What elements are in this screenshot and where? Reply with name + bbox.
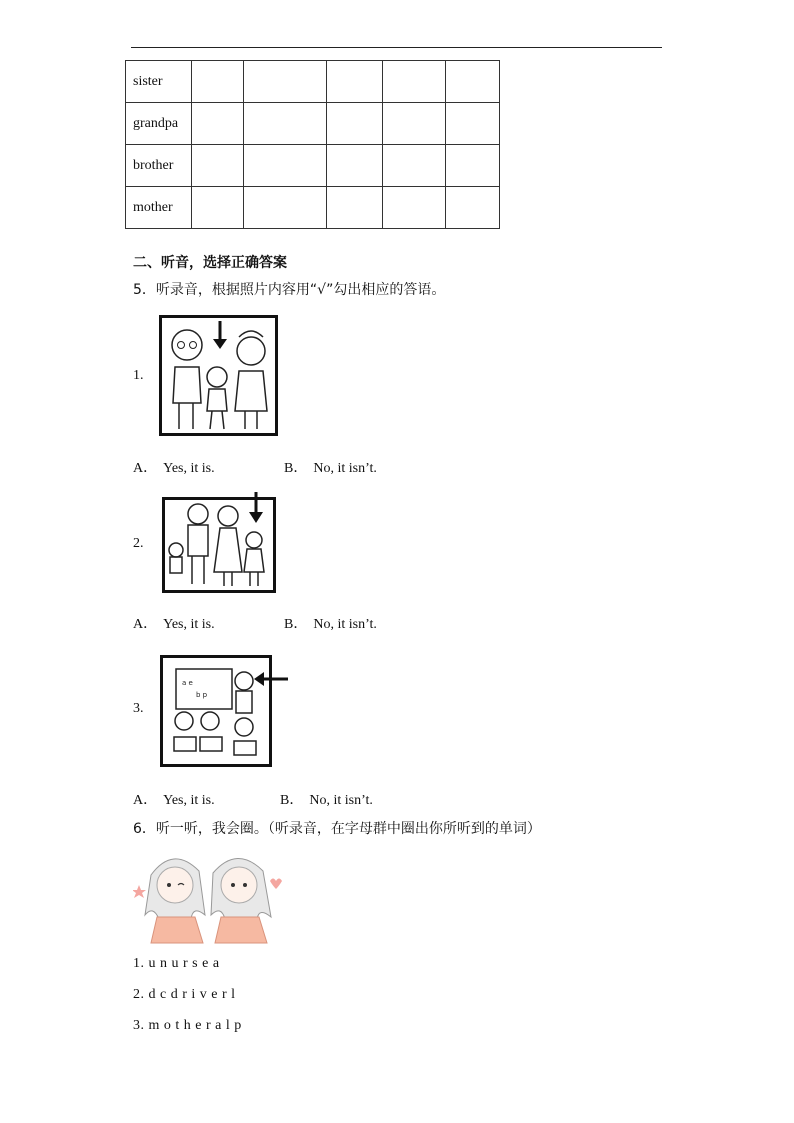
header-rule <box>131 47 662 48</box>
answer-cell <box>446 145 500 187</box>
table-row <box>126 187 500 229</box>
answer-options <box>284 457 383 477</box>
option-b[interactable]: No, it isn’t. <box>309 793 373 808</box>
option-a[interactable]: Yes, it is. <box>163 793 215 808</box>
classroom-photo-3 <box>160 655 290 768</box>
table-row <box>126 103 500 145</box>
family-photo-1 <box>159 315 278 436</box>
option-a-letter: A． <box>133 461 158 476</box>
svg-text:a e: a e <box>182 679 193 687</box>
answer-cell <box>244 145 327 187</box>
answer-options <box>133 789 221 809</box>
family-table <box>125 60 500 229</box>
answer-cell <box>244 187 327 229</box>
answer-cell <box>383 103 446 145</box>
answer-cell <box>446 187 500 229</box>
svg-text:b p: b p <box>196 691 208 699</box>
answer-options <box>284 613 383 633</box>
option-a[interactable]: Yes, it is. <box>163 461 215 476</box>
answer-options <box>280 789 379 809</box>
question-5-prompt: 5．听录音，根据照片内容用“√”勾出相应的答语。 <box>133 282 446 298</box>
option-b-letter: B． <box>284 461 308 476</box>
answer-options <box>133 457 221 477</box>
section-heading: 二、听音，选择正确答案 <box>133 255 287 271</box>
answer-cell <box>244 103 327 145</box>
letter-group: 3. m o t h e r a l p <box>133 1018 242 1033</box>
table-row <box>126 145 500 187</box>
answer-cell <box>192 187 244 229</box>
answer-cell <box>192 103 244 145</box>
option-a-letter: A． <box>133 617 158 632</box>
answer-options <box>133 613 221 633</box>
row-label: grandpa <box>126 103 192 145</box>
answer-cell <box>327 145 383 187</box>
option-b-letter: B． <box>284 617 308 632</box>
item-number: 3. <box>133 701 144 716</box>
option-a-letter: A． <box>133 793 158 808</box>
item-number: 1. <box>133 368 144 383</box>
answer-cell <box>383 145 446 187</box>
row-label: sister <box>126 61 192 103</box>
letter-group: 2. d c d r i v e r l <box>133 987 236 1002</box>
question-6-prompt: 6．听一听，我会圈。（听录音，在字母群中圈出你所听到的单词） <box>133 821 541 837</box>
answer-cell <box>327 103 383 145</box>
answer-cell <box>383 61 446 103</box>
table-row <box>126 61 500 103</box>
answer-cell <box>383 187 446 229</box>
option-b[interactable]: No, it isn’t. <box>313 461 377 476</box>
item-number: 2. <box>133 536 144 551</box>
two-girls-illustration <box>133 845 283 945</box>
answer-cell <box>446 103 500 145</box>
answer-cell <box>192 61 244 103</box>
option-b-letter: B． <box>280 793 304 808</box>
answer-cell <box>244 61 327 103</box>
option-a[interactable]: Yes, it is. <box>163 617 215 632</box>
answer-cell <box>446 61 500 103</box>
row-label: brother <box>126 145 192 187</box>
family-photo-2 <box>162 492 276 593</box>
option-b[interactable]: No, it isn’t. <box>313 617 377 632</box>
letter-group: 1. u n u r s e a <box>133 956 220 971</box>
row-label: mother <box>126 187 192 229</box>
answer-cell <box>327 61 383 103</box>
answer-cell <box>192 145 244 187</box>
answer-cell <box>327 187 383 229</box>
